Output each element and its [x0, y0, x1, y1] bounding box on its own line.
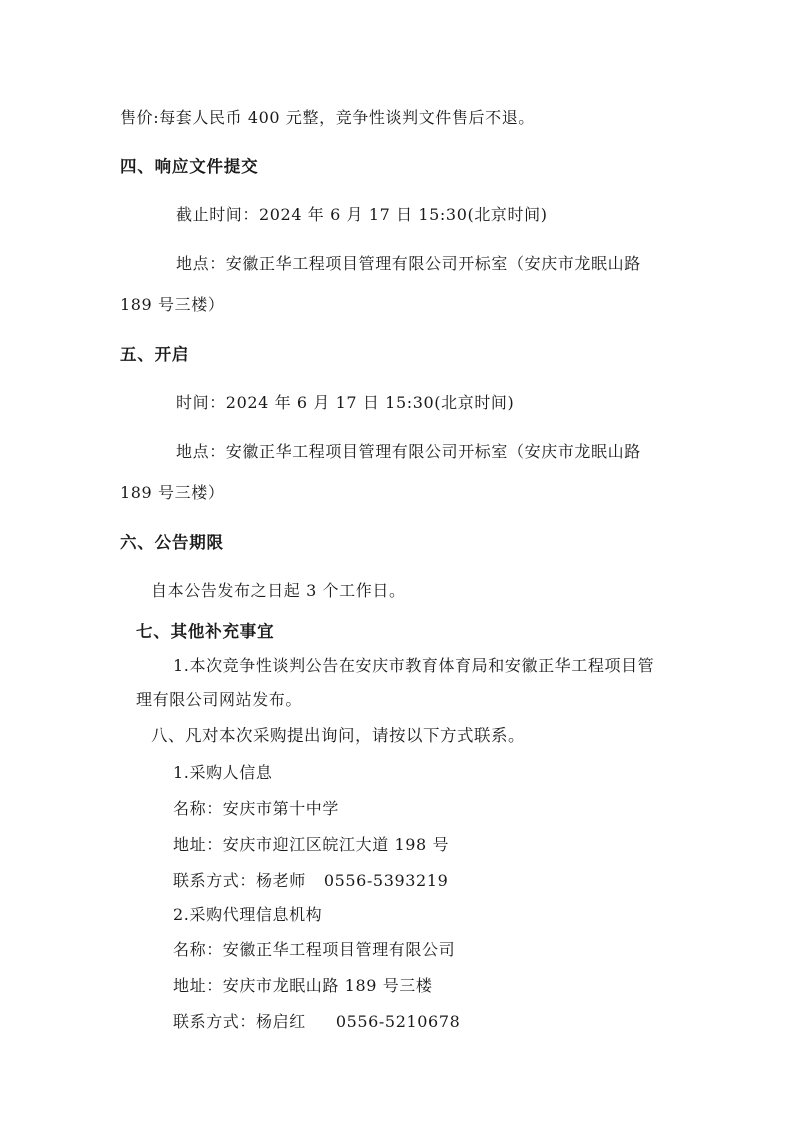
section7-heading: 七、其他补充事宜: [136, 622, 275, 641]
agency-contact: [173, 1012, 460, 1032]
section8-heading: 八、凡对本次采购提出询问，请按以下方式联系。: [151, 726, 525, 745]
purchaser-title: 1.采购人信息: [173, 763, 273, 782]
agency-phone: 0556-5210678: [335, 1012, 461, 1031]
section4-deadline: 截止时间：2024 年 6 月 17 日 15:30(北京时间): [176, 205, 548, 224]
section7-item1-line2: 理有限公司网站发布。: [136, 690, 303, 709]
section4-location-line1: 地点：安徽正华工程项目管理有限公司开标室（安庆市龙眠山路: [176, 254, 641, 273]
purchaser-phone: 0556-5393219: [323, 871, 449, 890]
section6-text: 自本公告发布之日起 3 个工作日。: [151, 581, 406, 600]
agency-name: 名称：安徽正华工程项目管理有限公司: [173, 940, 456, 959]
section4-heading: 四、响应文件提交: [120, 157, 259, 176]
agency-title: 2.采购代理信息机构: [173, 905, 323, 924]
section5-location-line2: 189 号三楼）: [120, 483, 225, 502]
purchaser-contact: [173, 871, 448, 891]
agency-address: 地址：安庆市龙眠山路 189 号三楼: [173, 976, 433, 995]
section7-item1-line1: 1.本次竞争性谈判公告在安庆市教育体育局和安徽正华工程项目管: [173, 656, 655, 675]
section5-location-line1: 地点：安徽正华工程项目管理有限公司开标室（安庆市龙眠山路: [176, 442, 641, 461]
purchaser-name: 名称：安庆市第十中学: [173, 799, 340, 818]
section5-heading: 五、开启: [120, 345, 190, 364]
price-line: 售价:每套人民币 400 元整，竞争性谈判文件售后不退。: [120, 108, 535, 127]
section5-time: 时间：2024 年 6 月 17 日 15:30(北京时间): [176, 393, 515, 412]
purchaser-contact-label: 联系方式：杨老师: [173, 871, 306, 890]
section6-heading: 六、公告期限: [120, 533, 224, 552]
purchaser-address: 地址：安庆市迎江区皖江大道 198 号: [173, 835, 450, 854]
agency-contact-label: 联系方式：杨启红: [173, 1012, 306, 1031]
section4-location-line2: 189 号三楼）: [120, 295, 225, 314]
